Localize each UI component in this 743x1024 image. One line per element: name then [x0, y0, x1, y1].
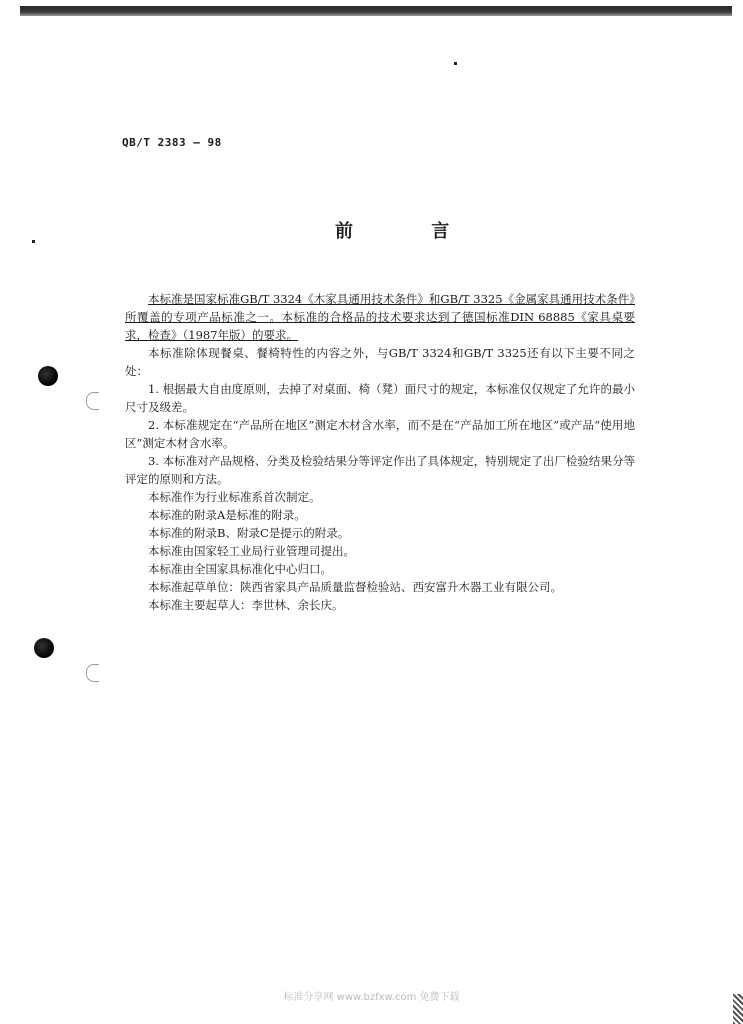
- page-title: 前 言: [335, 221, 486, 242]
- paragraph: 本标准由全国家具标准化中心归口。: [148, 562, 332, 576]
- scan-speck: [454, 62, 457, 65]
- foreword-body: [125, 290, 635, 614]
- paragraph: 本标准主要起草人：李世林、余长庆。: [148, 598, 344, 612]
- watermark-footer: 标准分享网 www.bzfxw.com 免费下载: [283, 992, 460, 1003]
- paragraph: 2. 本标准规定在“产品所在地区”测定木材含水率，而不是在“产品加工所在地区”或产品“使用地区”测定木材含水率。: [125, 418, 635, 450]
- paragraph: 3. 本标准对产品规格、分类及检验结果分等评定作出了具体规定，特别规定了出厂检验结果分等评定的原则和方法。: [125, 454, 635, 486]
- scan-top-border: [20, 6, 732, 16]
- binding-clip-mark: [86, 664, 99, 682]
- paragraph: 本标准除体现餐桌、餐椅特性的内容之外，与GB/T 3324和GB/T 3325还有以下主要不同之处：: [125, 346, 635, 378]
- paragraph: 本标准由国家轻工业局行业管理司提出。: [148, 544, 355, 558]
- paragraph: 本标准的附录A是标准的附录。: [148, 508, 306, 522]
- paragraph: 本标准的附录B、附录C是提示的附录。: [148, 526, 350, 540]
- binding-clip-mark: [86, 392, 99, 410]
- scan-speck: [32, 240, 35, 243]
- paragraph: 本标准是国家标准GB/T 3324《木家具通用技术条件》和GB/T 3325《金属家具通用技术条件》所覆盖的专项产品标准之一。本标准的合格品的技术要求达到了德国标准DIN 68885《家具桌要求，检查》（1987年版）的要求。: [125, 292, 635, 342]
- binding-hole: [38, 366, 58, 386]
- paragraph: 本标准作为行业标准系首次制定。: [148, 490, 321, 504]
- paragraph: 1. 根据最大自由度原则，去掉了对桌面、椅（凳）面尺寸的规定，本标准仅仅规定了允许的最小尺寸及级差。: [125, 382, 635, 414]
- scan-corner-mark: [733, 994, 743, 1024]
- paragraph: 本标准起草单位：陕西省家具产品质量监督检验站、西安富升木器工业有限公司。: [148, 580, 562, 594]
- binding-hole: [34, 638, 54, 658]
- standard-code: QB/T 2383 — 98: [122, 136, 222, 149]
